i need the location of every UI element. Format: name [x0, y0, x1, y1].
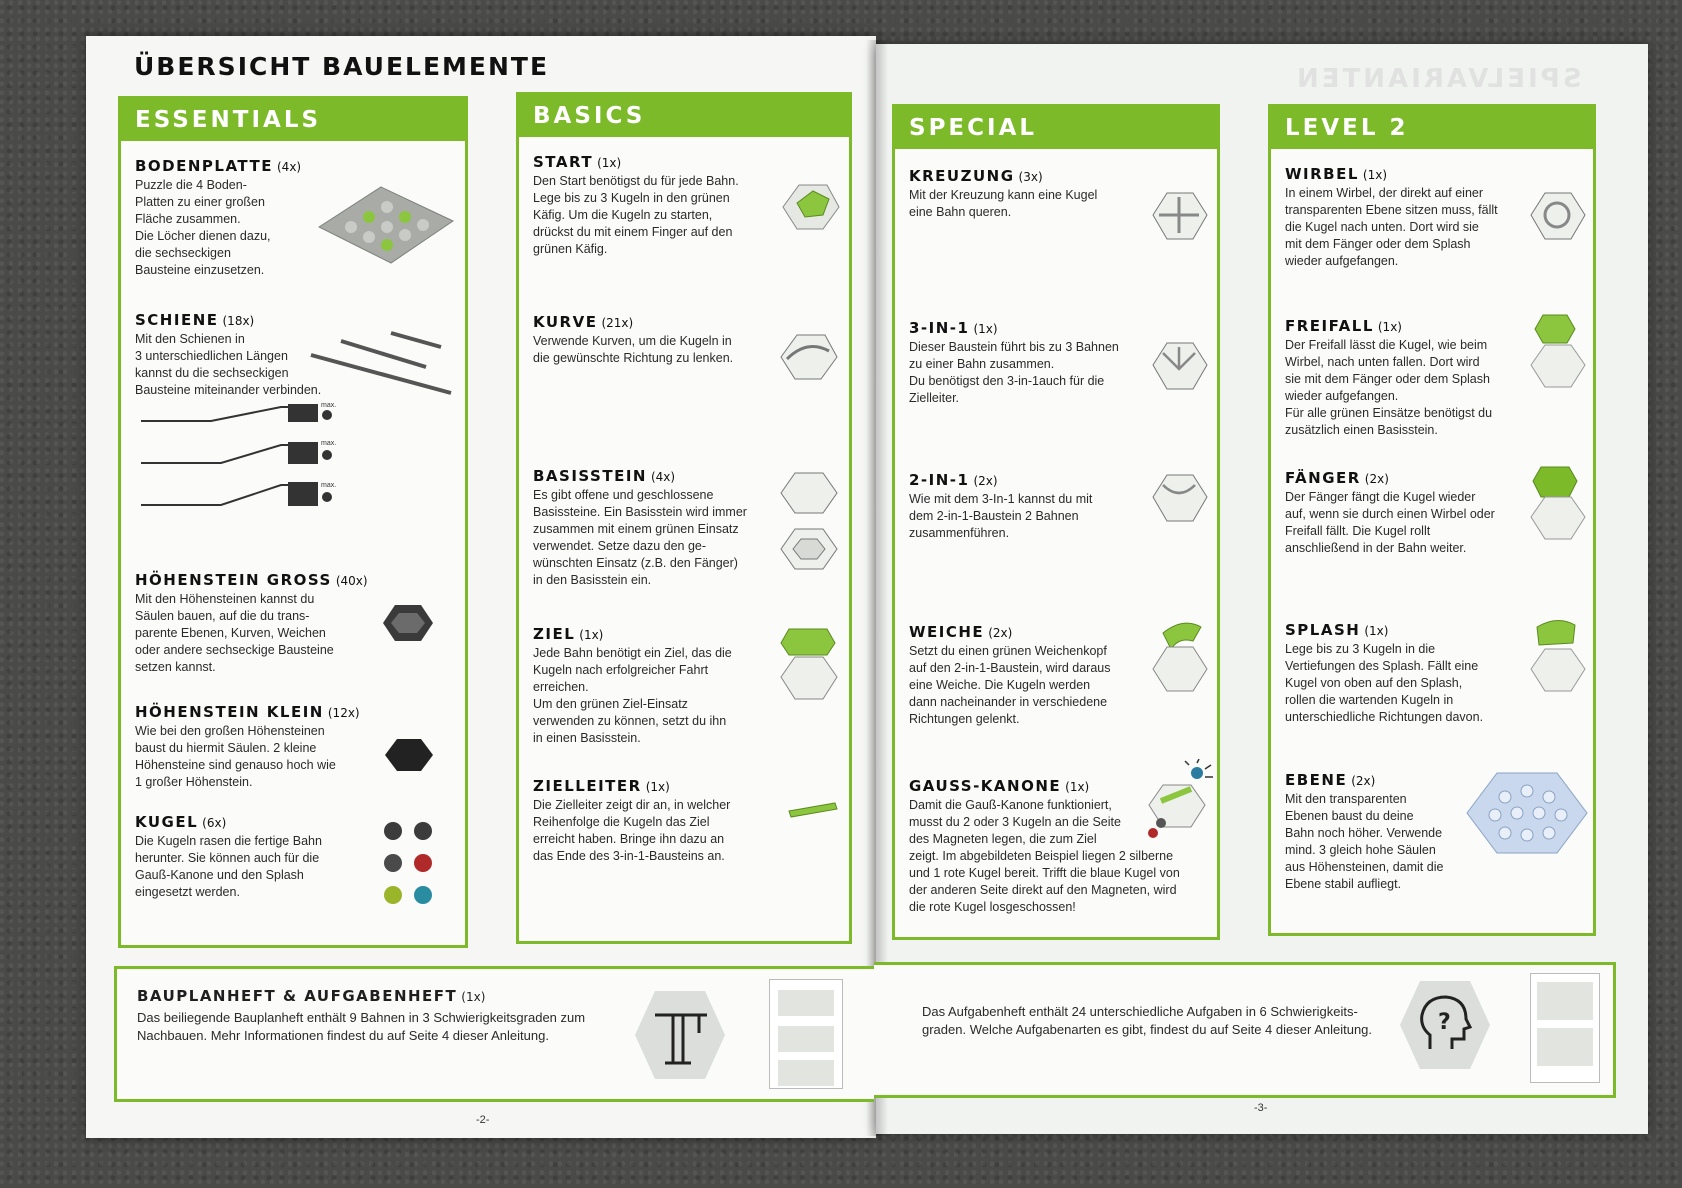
blueprint-booklet-image	[769, 979, 843, 1089]
item-text: Wie bei den großen Höhensteinen baust du hiermit Säulen. 2 kleine Höhensteine sind genauso hoch wie 1 großer Höhenstein.	[135, 724, 336, 789]
item-title: HÖHENSTEIN KLEIN (12x)	[135, 703, 360, 721]
gauss-cannon-image	[1141, 759, 1217, 839]
item-title: GAUSS-KANONE (1x)	[909, 777, 1090, 795]
task-booklet-image	[1530, 973, 1600, 1083]
item-title: KUGEL (6x)	[135, 813, 227, 831]
column-header: LEVEL 2	[1271, 107, 1593, 149]
vortex-piece-image	[1527, 189, 1587, 245]
item-text: Mit den transparenten Ebenen baust du deine Bahn noch höher. Verwende mind. 3 gleich hohe Säulen aus Höhensteinen, damit die Ebene stabil aufliegt.	[1285, 792, 1444, 891]
baseplate-image	[311, 179, 461, 279]
item-title: START (1x)	[533, 153, 622, 171]
item-text: Wie mit dem 3-In-1 kannst du mit dem 2-in-1-Baustein 2 Bahnen zusammenführen.	[909, 492, 1093, 540]
transparent-level-image	[1461, 767, 1591, 859]
item-title: HÖHENSTEIN GROSS (40x)	[135, 571, 368, 589]
page-title: ÜBERSICHT BAUELEMENTE	[134, 52, 550, 81]
question-head-icon	[1400, 975, 1490, 1075]
item-text: Verwende Kurven, um die Kugeln in die gewünschte Richtung zu lenken.	[533, 334, 734, 365]
bottom-box-right	[874, 962, 1616, 1098]
item-text: Der Fänger fängt die Kugel wieder auf, wenn sie durch einen Wirbel oder Freifall fällt. Die Kugel rollt anschließend in der Bahn weiter.	[1285, 490, 1495, 555]
item-title: FÄNGER (2x)	[1285, 469, 1389, 487]
item-title: SCHIENE (18x)	[135, 311, 255, 329]
item-text: Damit die Gauß-Kanone funktioniert, musst du 2 oder 3 Kugeln an die Seite des Magneten legen, die zum Ziel zeigt. Im abgebildeten Beispiel liegen 2 silberne und 1 rote Kugel bereit. Trifft die blaue Kugel von der anderen Seite direkt auf den Magneten, wird die rote Kugel losgeschossen!	[909, 798, 1180, 914]
item-text: Die Zielleiter zeigt dir an, in welcher Reihenfolge die Kugeln das Ziel erreicht haben. Bringe ihn dazu an das Ende des 3-in-1-Bausteins an.	[533, 798, 731, 863]
switch-piece-image	[1149, 619, 1211, 695]
three-in-one-image	[1149, 339, 1209, 395]
two-in-one-image	[1149, 471, 1209, 527]
item-title: 2-IN-1 (2x)	[909, 471, 998, 489]
freefall-piece-image	[1527, 313, 1587, 393]
goal-piece-image	[777, 625, 841, 707]
item-text: Jede Bahn benötigt ein Ziel, das die Kugeln nach erfolgreicher Fahrt erreichen. Um den grünen Ziel-Einsatz verwenden zu können, setzt du ihn in einen Basisstein.	[533, 646, 732, 745]
ghost-title: SPIELVARIANTEN	[1294, 64, 1582, 94]
bottom-box-left	[114, 966, 874, 1102]
item-title: EBENE (2x)	[1285, 771, 1376, 789]
item-text: Mit den Schienen in 3 unterschiedlichen Längen kannst du die sechseckigen Bausteine miteinander verbinden.	[135, 332, 322, 397]
ramp-max-label: max.	[321, 402, 337, 409]
base-stone-image	[777, 469, 841, 579]
item-text: Die Kugeln rasen die fertige Bahn herunter. Sie können auch für die Gauß-Kanone und den Splash eingesetzt werden.	[135, 834, 322, 899]
item-title: KREUZUNG (3x)	[909, 167, 1043, 185]
item-title: KURVE (21x)	[533, 313, 634, 331]
item-title: FREIFALL (1x)	[1285, 317, 1402, 335]
page-number-left: -2-	[476, 1114, 490, 1126]
splash-piece-image	[1527, 617, 1587, 697]
column-header: SPECIAL	[895, 107, 1217, 149]
goal-ladder-image	[787, 797, 839, 823]
item-text: Lege bis zu 3 Kugeln in die Vertiefungen des Splash. Fällt eine Kugel von oben auf den Splash, rollen die wartenden Kugeln in unterschiedliche Richtungen davon.	[1285, 642, 1484, 724]
item-title: BODENPLATTE (4x)	[135, 157, 302, 175]
rails-image	[301, 327, 461, 397]
item-text: Dieser Baustein führt bis zu 3 Bahnen zu einer Bahn zusammen. Du benötigst den 3-in-1auch für die Zielleiter.	[909, 340, 1119, 405]
item-title: BASISSTEIN (4x)	[533, 467, 676, 485]
item-title: WEICHE (2x)	[909, 623, 1013, 641]
bottom-text: Das Aufgabenheft enthält 24 unterschiedliche Aufgaben in 6 Schwierigkeits- graden. Welche Aufgabenarten es gibt, findest du auf Seite 4 dieser Anleitung.	[922, 1004, 1373, 1037]
column-level2	[1268, 104, 1596, 936]
column-header: ESSENTIALS	[121, 99, 465, 141]
bottom-title: BAUPLANHEFT & AUFGABENHEFT (1x)	[137, 987, 486, 1005]
item-title: WIRBEL (1x)	[1285, 165, 1388, 183]
crossing-piece-image	[1149, 189, 1209, 245]
ramp-max-label: max.	[321, 440, 337, 447]
rail-ramp-diagrams	[141, 401, 341, 531]
item-title: ZIEL (1x)	[533, 625, 604, 643]
page-number-right: -3-	[1254, 1102, 1268, 1114]
bottom-text: Das beiliegende Bauplanheft enthält 9 Bahnen in 3 Schwierigkeitsgraden zum Nachbauen. Mehr Informationen findest du auf Seite 4 dieser Anleitung.	[137, 1010, 586, 1043]
ramp-max-label: max.	[321, 482, 337, 489]
column-special	[892, 104, 1220, 940]
crane-icon	[635, 985, 725, 1085]
item-text: Puzzle die 4 Boden- Platten zu einer großen Fläche zusammen. Die Löcher dienen dazu, die sechseckigen Bausteine einzusetzen.	[135, 178, 271, 277]
item-title: 3-IN-1 (1x)	[909, 319, 998, 337]
svg-text:?: ?	[1438, 1010, 1451, 1035]
item-text: Mit der Kreuzung kann eine Kugel eine Bahn queren.	[909, 188, 1098, 219]
small-height-stone-image	[385, 737, 433, 775]
catcher-piece-image	[1527, 465, 1587, 545]
start-piece-image	[779, 177, 843, 237]
marbles-image	[379, 819, 439, 905]
item-title: SPLASH (1x)	[1285, 621, 1389, 639]
large-height-stone-image	[383, 601, 433, 647]
curve-piece-image	[777, 329, 841, 389]
item-text: Den Start benötigst du für jede Bahn. Lege bis zu 3 Kugeln in den grünen Käfig. Um die Kugeln zu starten, drückst du mit einem Finger auf den grünen Käfig.	[533, 174, 739, 256]
item-text: Setzt du einen grünen Weichenkopf auf den 2-in-1-Baustein, wird daraus eine Weiche. Die Kugeln werden dann nacheinander in verschiedene Richtungen gelenkt.	[909, 644, 1111, 726]
column-header: BASICS	[519, 95, 849, 137]
column-essentials	[118, 96, 468, 948]
item-text: In einem Wirbel, der direkt auf einer transparenten Ebene sitzen muss, fällt die Kugel nach unten. Dort wird sie mit dem Fänger oder dem Splash wieder aufgefangen.	[1285, 186, 1498, 268]
item-text: Es gibt offene und geschlossene Basissteine. Ein Basisstein wird immer zusammen mit einem grünen Einsatz verwendet. Setze dazu den ge- wünschten Einsatz (z.B. den Fänger) in den Basisstein ein.	[533, 488, 747, 587]
column-basics	[516, 92, 852, 944]
item-text: Mit den Höhensteinen kannst du Säulen bauen, auf die du trans- parente Ebenen, Kurven, Weichen oder andere sechseckige Bausteine setzen kannst.	[135, 592, 334, 674]
item-text: Der Freifall lässt die Kugel, wie beim Wirbel, nach unten fallen. Dort wird sie mit dem Fänger oder dem Splash wieder aufgefangen. Für alle grünen Einsätze benötigst du zusätzlich einen Basisstein.	[1285, 338, 1493, 437]
item-title: ZIELLEITER (1x)	[533, 777, 670, 795]
